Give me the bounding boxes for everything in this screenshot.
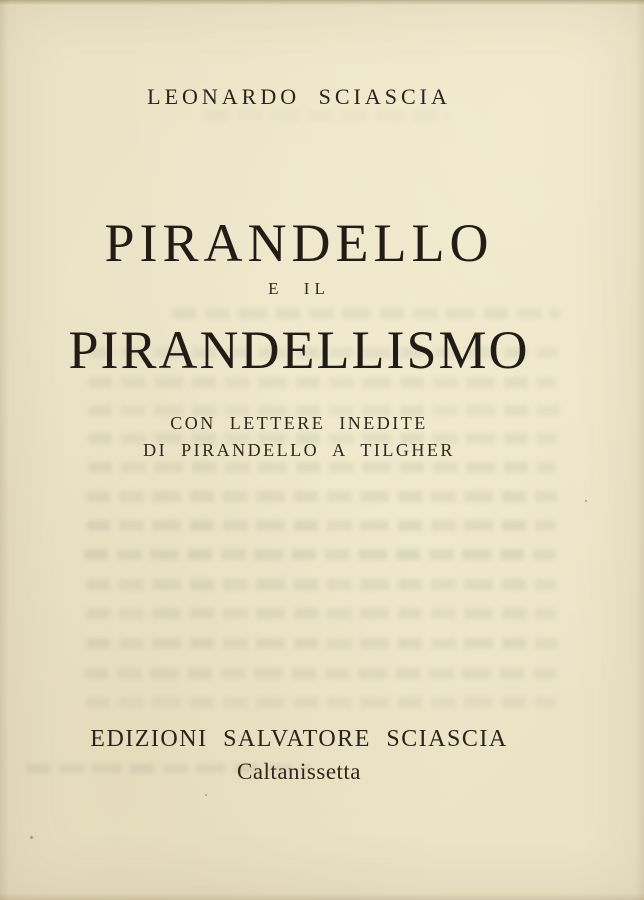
book-title-line-1: PIRANDELLO bbox=[104, 213, 494, 273]
subtitle-line-2: DI PIRANDELLO A TILGHER bbox=[143, 440, 455, 460]
publisher-name: EDIZIONI SALVATORE SCIASCIA bbox=[90, 726, 508, 752]
book-title-connector: E IL bbox=[268, 279, 330, 298]
subtitle-line-1: CON LETTERE INEDITE bbox=[170, 413, 428, 433]
publication-place: Caltanissetta bbox=[236, 759, 362, 784]
author-name: LEONARDO SCIASCIA bbox=[147, 84, 451, 109]
book-title-line-2: PIRANDELLISMO bbox=[68, 320, 530, 380]
